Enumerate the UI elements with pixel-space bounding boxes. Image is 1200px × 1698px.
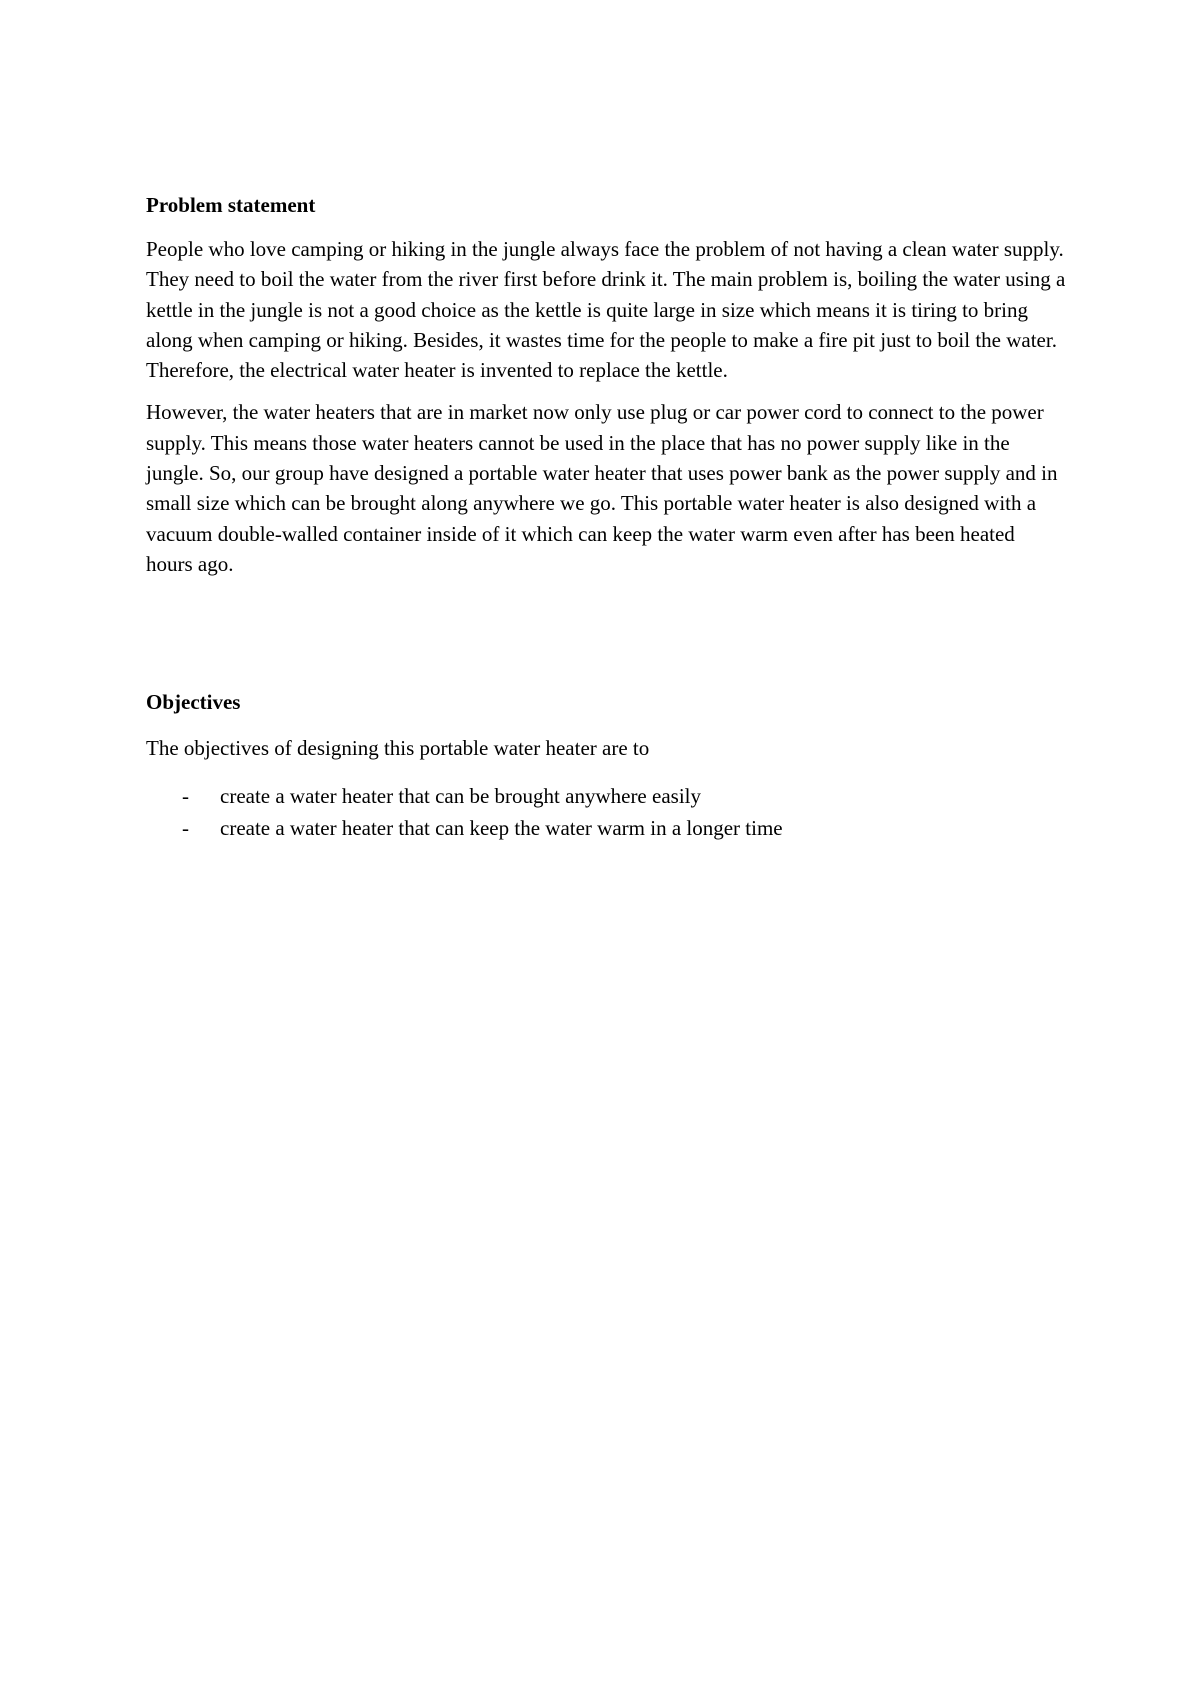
objectives-intro: The objectives of designing this portable water heater are to xyxy=(146,736,650,761)
objective-text: create a water heater that can keep the water warm in a longer time xyxy=(220,815,783,840)
list-item xyxy=(146,812,1066,844)
problem-paragraph-1: People who love camping or hiking in the jungle always face the problem of not having a clean water supply. They need to boil the water from the river first before drink it. The main problem is, boiling the water using a kettle in the jungle is not a good choice as the kettle is quite large in size which means it is tiring to bring along when camping or hiking. Besides, it wastes time for the people to make a fire pit just to boil the water. Therefore, the electrical water heater is invented to replace the kettle. xyxy=(146,237,1066,383)
objectives-section xyxy=(146,687,1066,843)
list-item xyxy=(146,780,1066,812)
objectives-heading: Objectives xyxy=(146,690,241,715)
dash-bullet-icon: - xyxy=(182,815,189,840)
problem-statement-heading: Problem statement xyxy=(146,193,316,217)
document-body xyxy=(146,190,1066,844)
dash-bullet-icon: - xyxy=(182,783,189,808)
objective-text: create a water heater that can be brought anywhere easily xyxy=(220,783,701,808)
problem-statement-section xyxy=(146,190,1066,579)
objectives-list xyxy=(146,780,1066,844)
problem-paragraph-2: However, the water heaters that are in market now only use plug or car power cord to connect to the power supply. This means those water heaters cannot be used in the place that has no power supply like in the jungle. So, our group have designed a portable water heater that uses power bank as the power supply and in small size which can be brought along anywhere we go. This portable water heater is also designed with a vacuum double-walled container inside of it which can keep the water warm even after has been heated hours ago. xyxy=(146,400,1058,576)
